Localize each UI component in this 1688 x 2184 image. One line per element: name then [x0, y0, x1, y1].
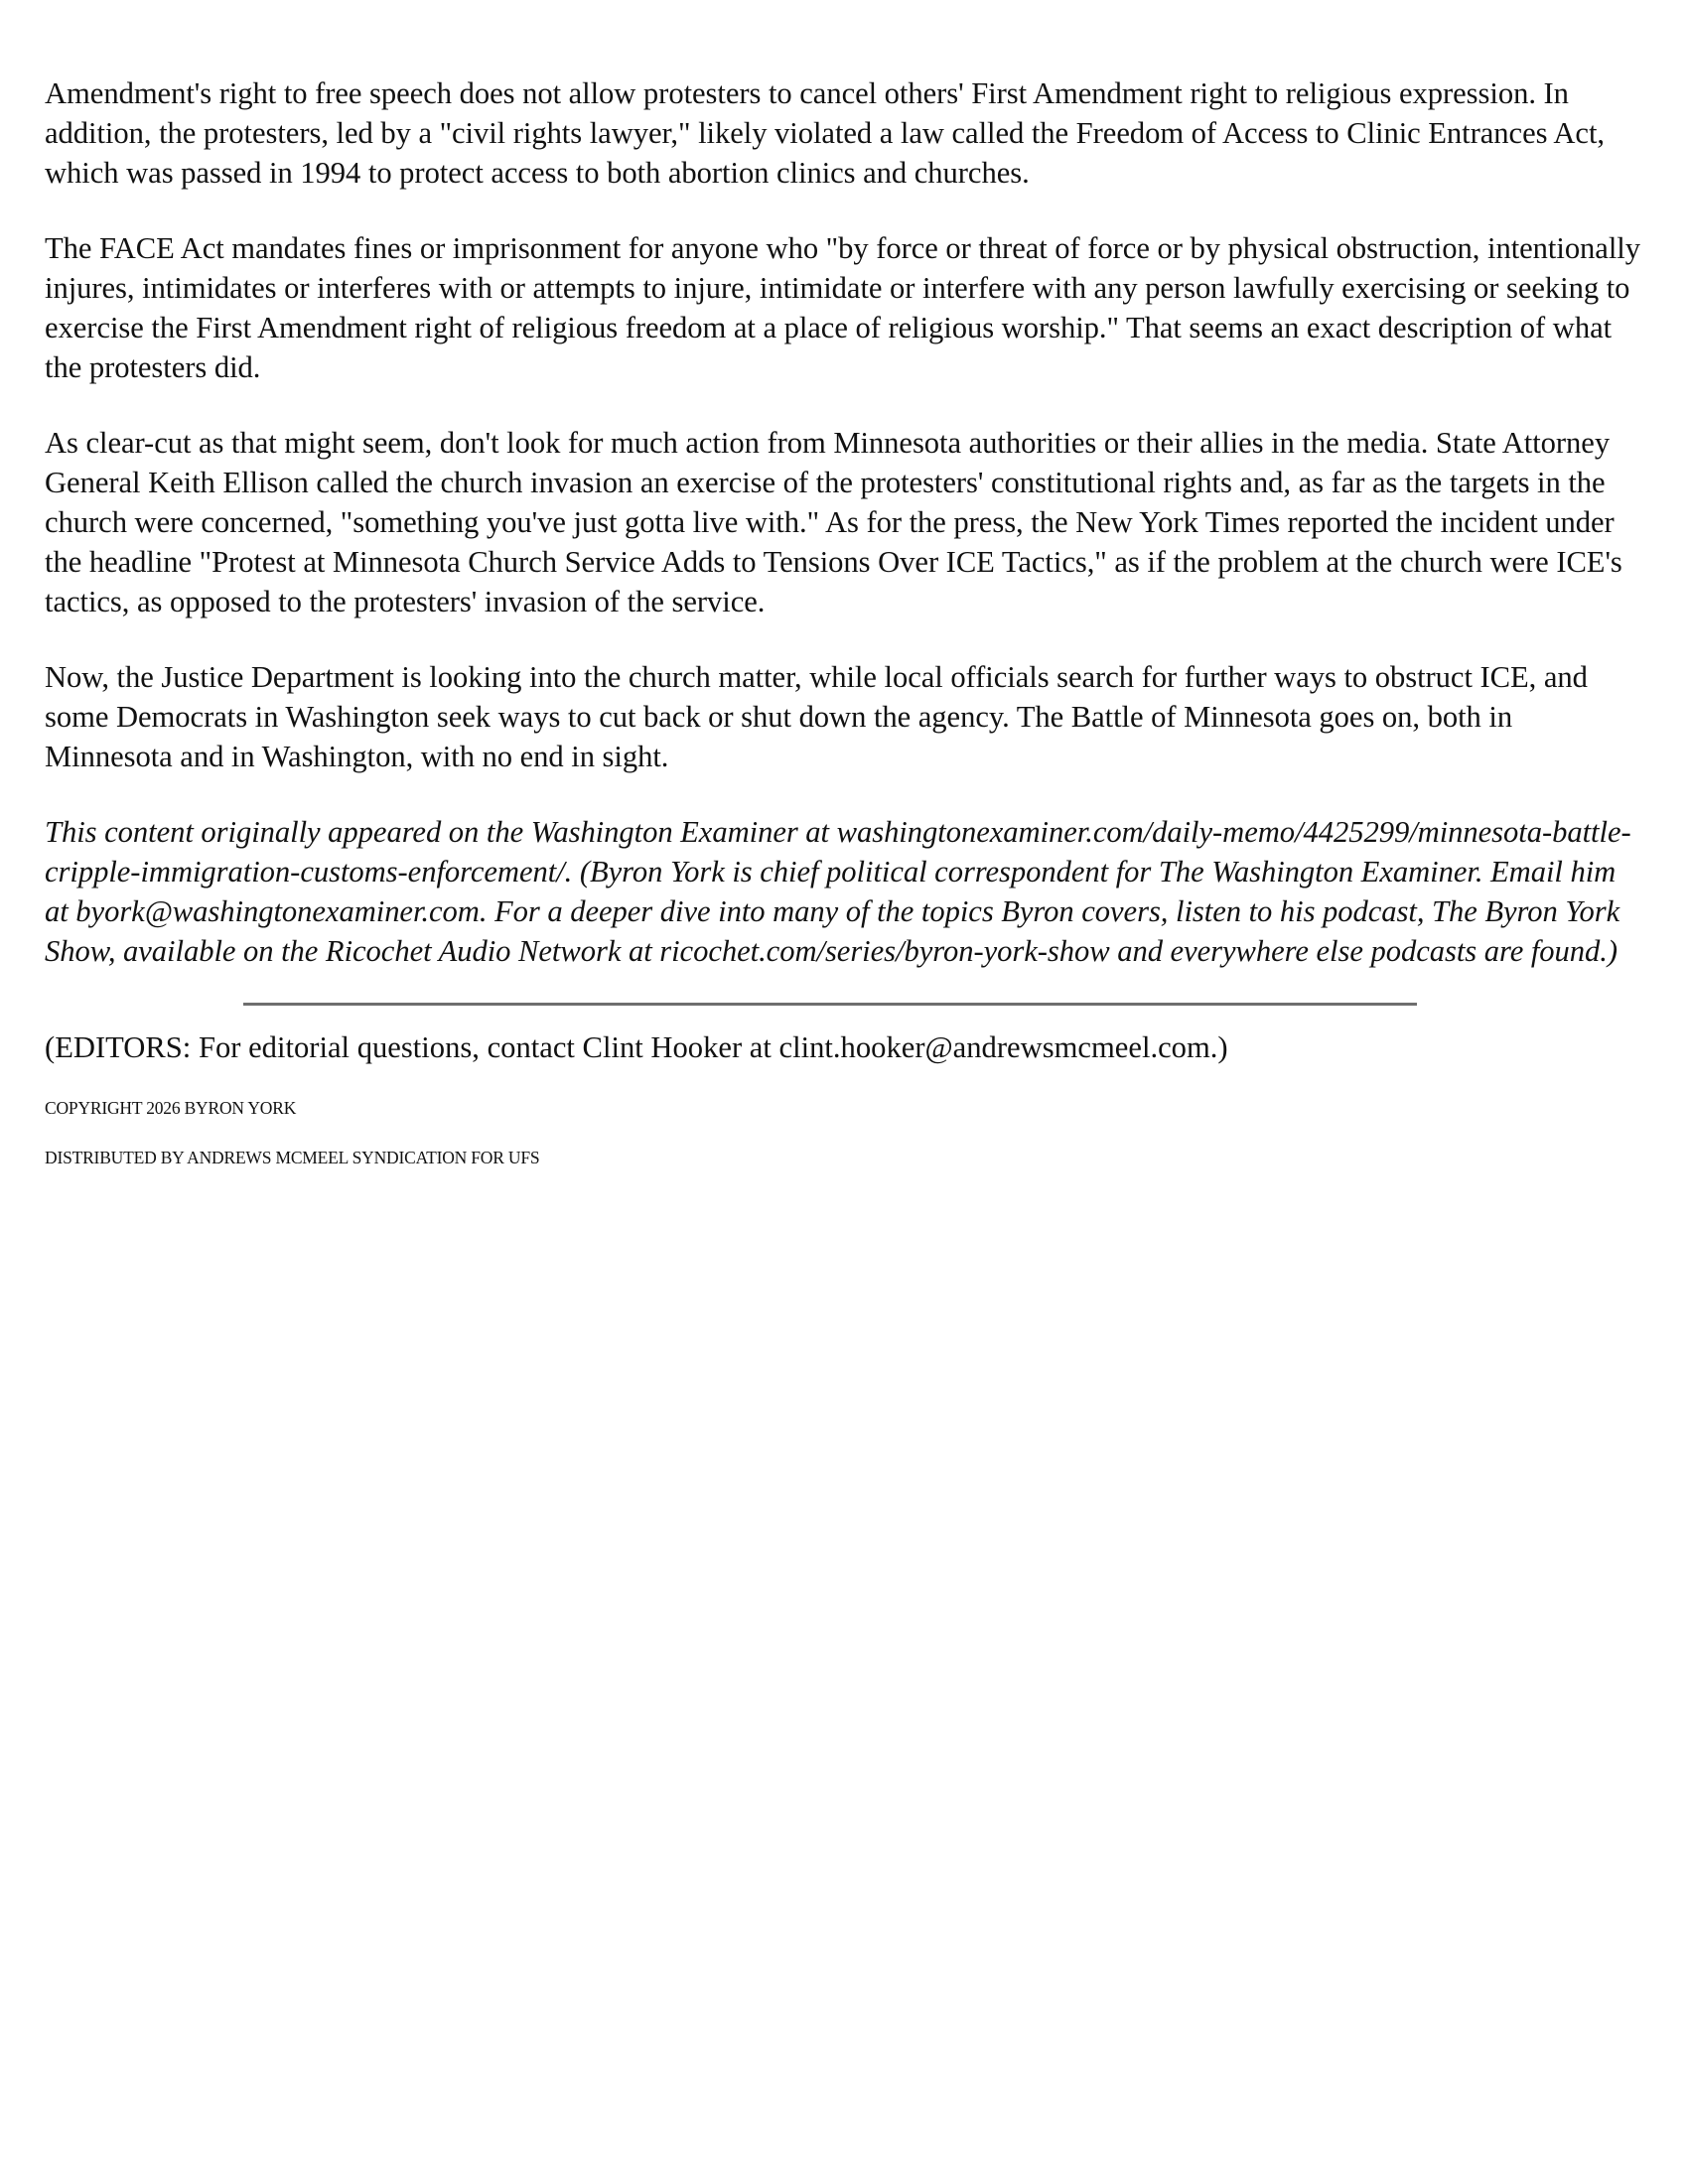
- attribution-note: This content originally appeared on the Washington Examiner at washingtonexaminer.com/daily-memo/4425299/minnesota-battle-cripple-immigration-customs-enforcement/. (Byron York is chief political correspondent for The Washington Examiner. Email him at byork@washingtonexaminer.com. For a deeper dive into many of the topics Byron covers, listen to his podcast, The Byron York Show, available on the Ricochet Audio Network at ricochet.com/series/byron-york-show and everywhere else podcasts are found.): [45, 815, 1631, 968]
- article-paragraph-3: As clear-cut as that might seem, don't look for much action from Minnesota authorities or their allies in the media. State Attorney General Keith Ellison called the church invasion an exercise of the protesters' constitutional rights and, as far as the targets in the church were concerned, "something you've just gotta live with." As for the press, the New York Times reported the incident under the headline "Protest at Minnesota Church Service Adds to Tensions Over ICE Tactics," as if the problem at the church were ICE's tactics, as opposed to the protesters' invasion of the service.: [45, 426, 1622, 618]
- article-paragraph-1: Amendment's right to free speech does not allow protesters to cancel others' First Amendment right to religious expression. In addition, the protesters, led by a "civil rights lawyer," likely violated a law called the Freedom of Access to Clinic Entrances Act, which was passed in 1994 to protect access to both abortion clinics and churches.: [45, 76, 1605, 190]
- document-page: [45, 73, 1643, 1196]
- copyright-line: COPYRIGHT 2026 BYRON YORK: [45, 1098, 297, 1118]
- article-paragraph-2: The FACE Act mandates fines or imprisonment for anyone who "by force or threat of force or by physical obstruction, intentionally injures, intimidates or interferes with or attempts to injure, intimidate or interfere with any person lawfully exercising or seeking to exercise the First Amendment right of religious freedom at a place of religious worship." That seems an exact description of what the protesters did.: [45, 231, 1640, 384]
- article-paragraph-4: Now, the Justice Department is looking into the church matter, while local officials search for further ways to obstruct ICE, and some Democrats in Washington seek ways to cut back or shut down the agency. The Battle of Minnesota goes on, both in Minnesota and in Washington, with no end in sight.: [45, 660, 1588, 773]
- distribution-line: DISTRIBUTED BY ANDREWS MCMEEL SYNDICATION FOR UFS: [45, 1148, 540, 1167]
- editors-note: (EDITORS: For editorial questions, contact Clint Hooker at clint.hooker@andrewsmcmeel.com.): [45, 1030, 1228, 1064]
- horizontal-divider: [243, 1003, 1417, 1006]
